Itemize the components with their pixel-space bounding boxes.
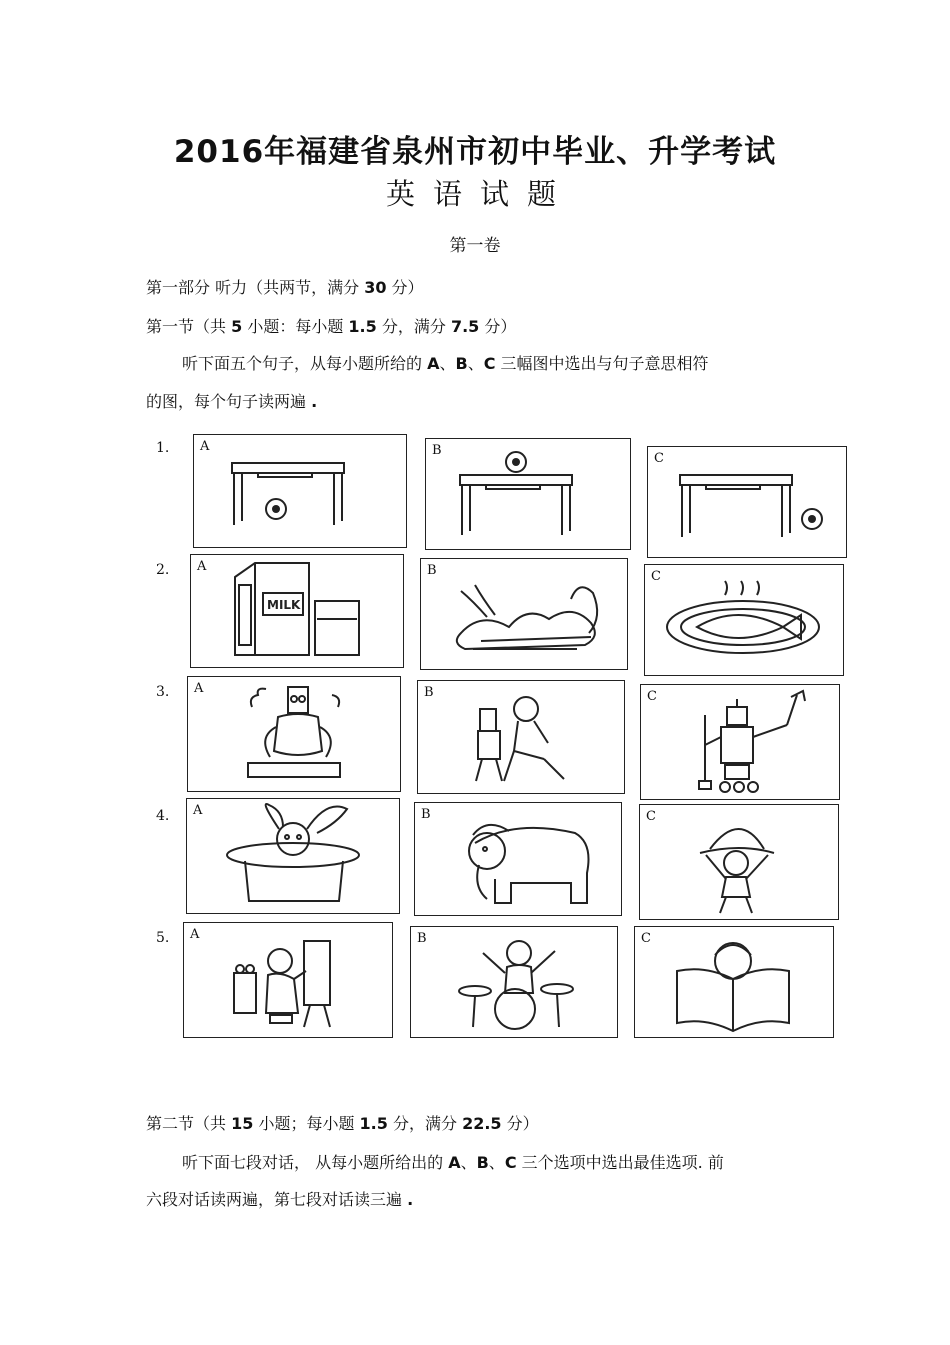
robot-with-broom-icon [641,685,839,799]
option-letter: A [200,439,210,454]
option-letter: C [654,451,664,466]
picture-option[interactable] [639,804,839,920]
question-number: 2. [156,562,170,578]
picture-option[interactable] [634,926,834,1038]
vegetables-icon [421,559,627,669]
boy-playing-drums-icon [411,927,617,1037]
picture-option[interactable] [644,564,844,676]
picture-option[interactable] [193,434,407,548]
section1-heading: 第一节（共 5 小题：每小题 1.5 分，满分 7.5 分） [146,317,517,336]
section2-heading: 第二节（共 15 小题；每小题 1.5 分，满分 22.5 分） [146,1114,539,1133]
part1-heading: 第一部分 听力（共两节，满分 30 分） [146,278,424,297]
option-letter: B [421,807,431,822]
picture-option[interactable] [183,922,393,1038]
fish-on-plate-icon [645,565,843,675]
option-letter: A [197,559,207,574]
option-letter: A [193,803,203,818]
option-letter: C [651,569,661,584]
exam-subtitle: 英语试题 [385,177,574,211]
ball-beside-table-icon [648,447,846,557]
picture-option[interactable] [425,438,631,550]
option-letter: A [194,681,204,696]
picture-option[interactable] [420,558,628,670]
milk-label: MILK [267,598,301,612]
picture-option[interactable] [647,446,847,558]
rabbit-in-hat-icon [187,799,399,913]
option-letter: B [432,443,442,458]
boy-with-hat-icon [640,805,838,919]
option-letter: B [424,685,434,700]
robot-with-boy-icon [418,681,624,793]
question-number: 5. [156,930,170,946]
section2-instruction-cont: 六段对话读两遍，第七段对话读三遍 . [146,1190,414,1209]
boy-painting-icon [184,923,392,1037]
section1-instruction-cont: 的图，每个句子读两遍 . [146,392,318,411]
elephant-with-hat-icon [415,803,621,915]
milk-and-glass-icon [191,555,403,667]
question-number: 3. [156,684,170,700]
option-letter: C [647,689,657,704]
ball-under-table-icon [194,435,406,547]
option-letter: A [190,927,200,942]
robot-cooking-icon [188,677,400,791]
picture-option[interactable] [417,680,625,794]
volume-label: 第一卷 [449,236,501,256]
picture-option[interactable] [640,684,840,800]
section2-instruction: 听下面七段对话， 从每小题所给出的 A、B、C 三个选项中选出最佳选项. 前 [182,1153,724,1172]
picture-option[interactable] [187,676,401,792]
section1-instruction: 听下面五个句子，从每小题所给的 A、B、C 三幅图中选出与句子意思相符 [182,354,709,373]
picture-option[interactable] [410,926,618,1038]
ball-on-table-icon [426,439,630,549]
question-number: 1. [156,440,170,456]
picture-option[interactable] [190,554,404,668]
option-letter: C [641,931,651,946]
option-letter: B [427,563,437,578]
picture-option[interactable] [414,802,622,916]
question-number: 4. [156,808,170,824]
option-letter: C [646,809,656,824]
boy-reading-book-icon [635,927,833,1037]
picture-option[interactable] [186,798,400,914]
option-letter: B [417,931,427,946]
exam-title: 2016年福建省泉州市初中毕业、升学考试 [173,134,777,170]
